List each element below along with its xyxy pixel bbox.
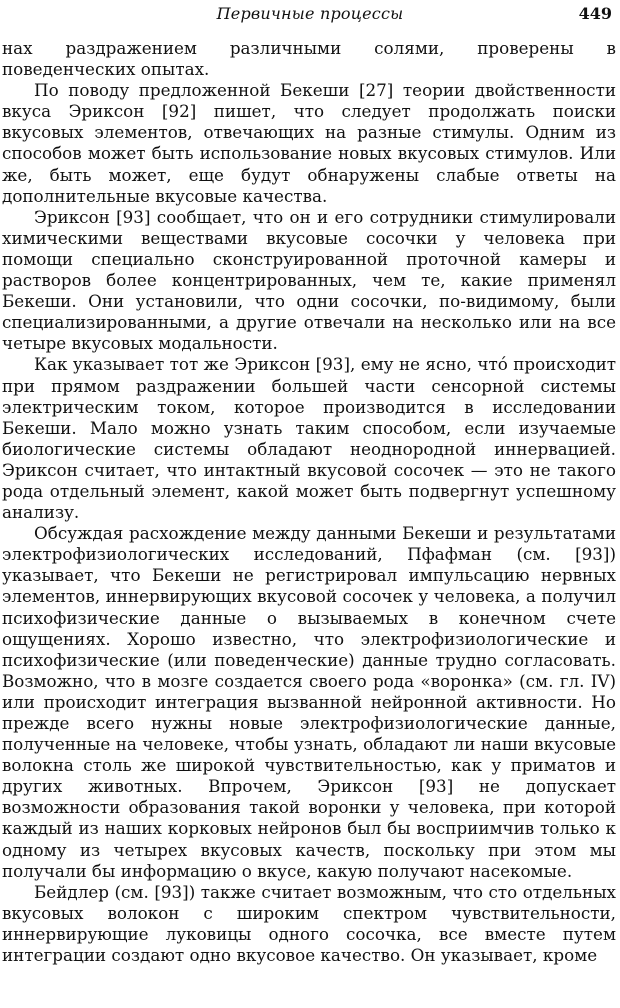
paragraph: Эриксон [93] сообщает, что он и его сотрудники стимулировали химическими веществами вкусовые сосочки у человека при помощи специально сконструированной проточной камеры и растворов более концентрированных, чем те, какие применял Бекеши. Они установили, что одни сосочки, по-видимому, были специализированными, а другие отвечали на несколько или на все четыре вкусовых модальности. <box>2 206 616 354</box>
paragraph: Бейдлер (см. [93]) также считает возможным, что сто отдельных вкусовых волокон с широким спектром чувствительности, иннервирующие луковицы одного сосочка, все вместе путем интеграции создают одно вкусовое качество. Он указывает, кроме <box>2 881 616 966</box>
paragraph: По поводу предложенной Бекеши [27] теории двойственности вкуса Эриксон [92] пишет, что следует продолжать поиски вкусовых элементов, отвечающих на разные стимулы. Одним из способов может быть использование новых вкусовых стимулов. Или же, быть может, еще будут обнаружены слабые ответы на дополнительные вкусовые качества. <box>2 80 616 206</box>
body-text <box>2 38 616 966</box>
paragraph: Обсуждая расхождение между данными Бекеши и результатами электрофизиологических исследований, Пфафман (см. [93]) указывает, что Бекеши не регистрировал импульсацию нервных элементов, иннервирующих вкусовой сосочек у человека, а получил психофизические данные о вызываемых в конечном счете ощущениях. Хорошо известно, что электрофизиологические и психофизические (или поведенческие) данные трудно согласовать. Возможно, что в мозге создается своего рода «воронка» (см. гл. IV) или происходит интеграция вызванной нейронной активности. Но прежде всего нужны новые электрофизиологические данные, полученные на человеке, чтобы узнать, обладают ли наши вкусовые волокна столь же широкой чувствительностью, как у приматов и других животных. Впрочем, Эриксон [93] не допускает возможности образования такой воронки у человека, при которой каждый из наших корковых нейронов был бы восприимчив только к одному из четырех вкусовых качеств, поскольку при этом мы получали бы информацию о вкусе, какую получают насекомые. <box>2 523 616 881</box>
page-number: 449 <box>578 4 612 23</box>
running-header <box>0 2 620 28</box>
running-title: Первичные процессы <box>216 4 404 23</box>
paragraph: Как указывает тот же Эриксон [93], ему не ясно, чтó происходит при прямом раздражении большей части сенсорной системы электрическим током, которое производится в исследовании Бекеши. Мало можно узнать таким способом, если изучаемые биологические системы обладают неоднородной иннервацией. Эриксон считает, что интактный вкусовой сосочек — это не такого рода отдельный элемент, какой может быть подвергнут успешному анализу. <box>2 354 616 523</box>
paragraph-continuation: нах раздражением различными солями, проверены в поведенческих опытах. <box>2 38 616 80</box>
